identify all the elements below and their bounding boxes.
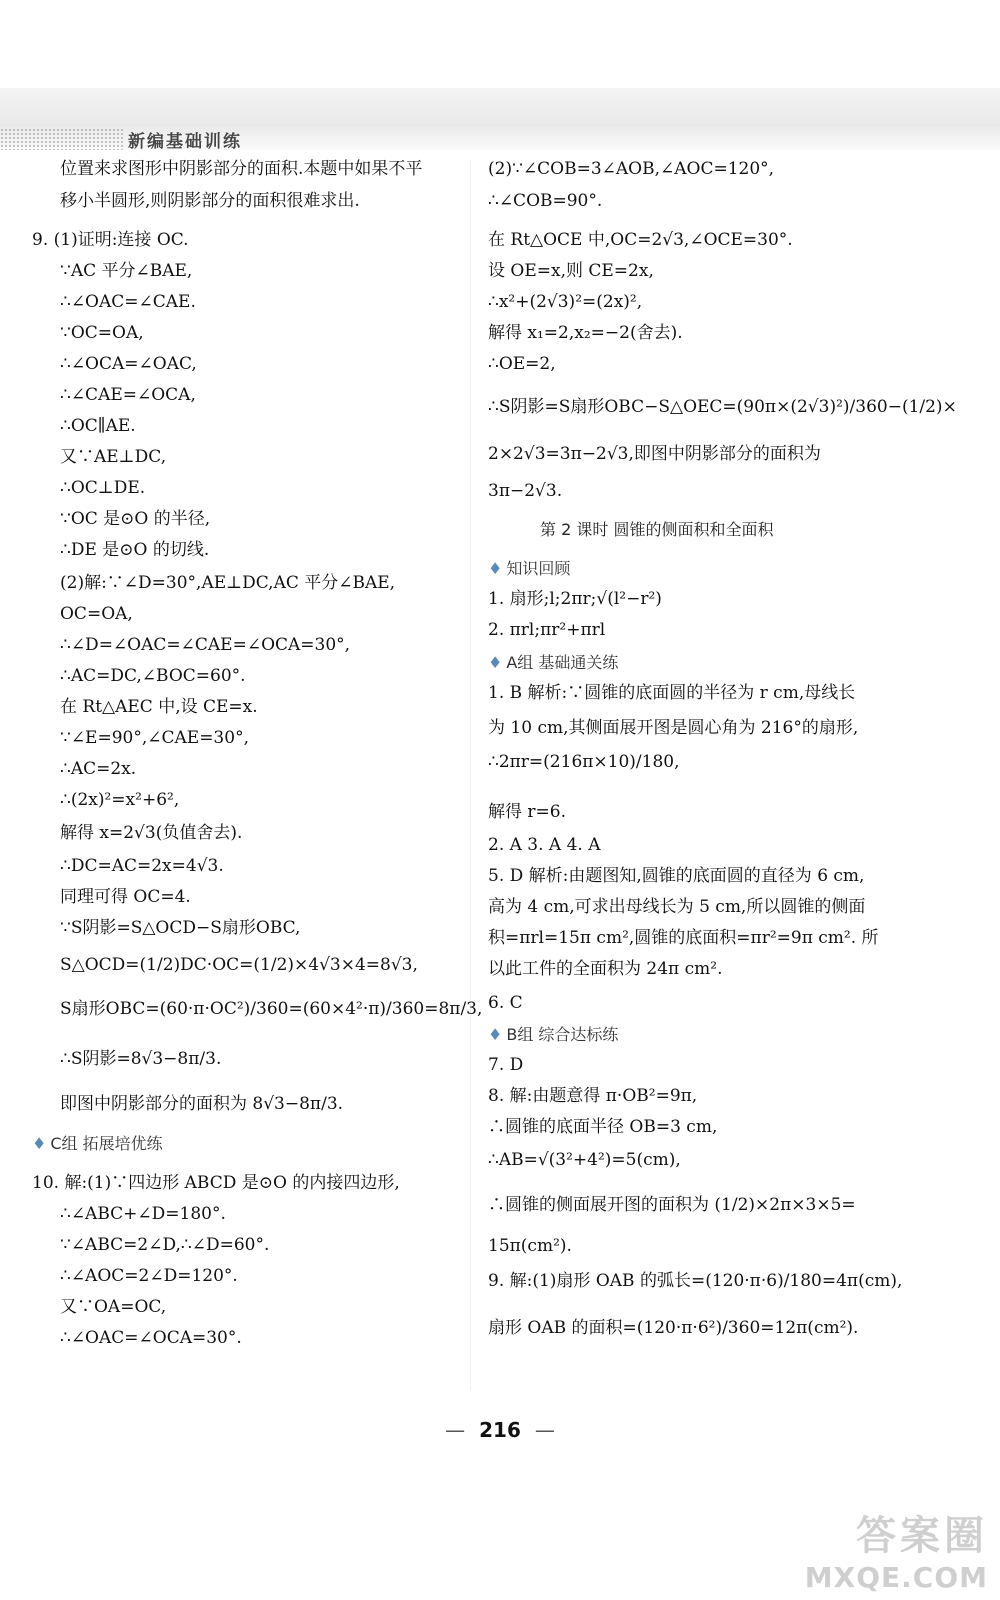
book-title: 新编基础训练 <box>128 132 242 152</box>
solution-line: 扇形 OAB 的面积=(120·π·6²)/360=12π(cm²). <box>488 1318 859 1338</box>
solution-line: ∴∠OCA=∠OAC, <box>60 354 197 374</box>
solution-line: 积=πrl=15π cm²,圆锥的底面积=πr²=9π cm². 所 <box>488 928 879 948</box>
answer-item: 10. 解:(1)∵四边形 ABCD 是⊙O 的内接四边形, <box>32 1173 400 1193</box>
solution-line: 即图中阴影部分的面积为 8√3−8π/3. <box>60 1094 344 1114</box>
solution-line: ∴∠OAC=∠OCA=30°. <box>60 1328 242 1348</box>
solution-line: ∴AB=√(3²+4²)=5(cm), <box>488 1150 681 1170</box>
solution-line: ∵OC 是⊙O 的半径, <box>60 509 211 529</box>
answer-item: 2. πrl;πr²+πrl <box>488 620 606 640</box>
solution-line: ∴S阴影=S扇形OBC−S△OEC=(90π×(2√3)²)/360−(1/2)× <box>488 397 957 417</box>
answer-item: 1. B 解析:∵圆锥的底面圆的半径为 r cm,母线长 <box>488 683 856 703</box>
solution-line: 15π(cm²). <box>488 1236 572 1256</box>
solution-line: 3π−2√3. <box>488 481 563 501</box>
solution-line: ∴∠COB=90°. <box>488 191 603 211</box>
diamond-icon: ♦ <box>488 1025 503 1044</box>
solution-line: (2)解:∵∠D=30°,AE⊥DC,AC 平分∠BAE, <box>60 573 396 593</box>
answer-item: 5. D 解析:由题图知,圆锥的底面圆的直径为 6 cm, <box>488 866 865 886</box>
column-divider <box>470 160 471 1390</box>
page-number-value: 216 <box>479 1418 521 1442</box>
header-dot-pattern <box>0 128 125 150</box>
solution-line: ∴x²+(2√3)²=(2x)², <box>488 292 643 312</box>
answer-item: 2. A 3. A 4. A <box>488 835 601 855</box>
answer-item: 7. D <box>488 1055 524 1075</box>
solution-line: ∴2πr=(216π×10)/180, <box>488 752 680 772</box>
solution-line: 解得 r=6. <box>488 802 566 822</box>
diamond-icon: ♦ <box>488 559 503 578</box>
solution-line: ∴∠ABC+∠D=180°. <box>60 1204 226 1224</box>
solution-line: OC=OA, <box>60 604 133 624</box>
solution-line: ∴∠AOC=2∠D=120°. <box>60 1266 238 1286</box>
solution-line: ∵S阴影=S△OCD−S扇形OBC, <box>60 918 301 938</box>
solution-line: ∴∠D=∠OAC=∠CAE=∠OCA=30°, <box>60 635 351 655</box>
answer-item: 9. (1)证明:连接 OC. <box>32 230 189 250</box>
group-heading <box>488 558 570 580</box>
solution-line: 高为 4 cm,可求出母线长为 5 cm,所以圆锥的侧面 <box>488 897 866 917</box>
group-heading <box>488 652 618 674</box>
answer-item: 6. C <box>488 993 523 1013</box>
solution-line: ∵OC=OA, <box>60 323 144 343</box>
solution-line: 在 Rt△OCE 中,OC=2√3,∠OCE=30°. <box>488 230 793 250</box>
solution-line: 同理可得 OC=4. <box>60 887 191 907</box>
solution-line: ∴∠CAE=∠OCA, <box>60 385 196 405</box>
solution-line: 位置来求图形中阴影部分的面积.本题中如果不平 <box>60 159 423 179</box>
answer-item: 8. 解:由题意得 π·OB²=9π, <box>488 1086 698 1106</box>
solution-line: S△OCD=(1/2)DC·OC=(1/2)×4√3×4=8√3, <box>60 955 418 975</box>
solution-line: S扇形OBC=(60·π·OC²)/360=(60×4²·π)/360=8π/3, <box>60 999 483 1019</box>
solution-line: 解得 x=2√3(负值舍去). <box>60 823 243 843</box>
solution-line: 又∵AE⊥DC, <box>60 447 167 467</box>
solution-line: ∴OE=2, <box>488 354 556 374</box>
solution-line: ∴DC=AC=2x=4√3. <box>60 856 224 876</box>
watermark-logo <box>805 1504 988 1594</box>
solution-line: 在 Rt△AEC 中,设 CE=x. <box>60 697 258 717</box>
solution-line: 移小半圆形,则阴影部分的面积很难求出. <box>60 191 360 211</box>
answer-item: 1. 扇形;l;2πr;√(l²−r²) <box>488 589 662 609</box>
watermark-url: MXQE.COM <box>804 1561 988 1594</box>
group-heading-label: 知识回顾 <box>506 559 571 578</box>
solution-line: 设 OE=x,则 CE=2x, <box>488 261 654 281</box>
group-heading <box>488 1024 618 1046</box>
solution-line: ∴AC=2x. <box>60 759 137 779</box>
solution-line: ∵AC 平分∠BAE, <box>60 261 193 281</box>
group-heading-label: C组 拓展培优练 <box>50 1134 163 1153</box>
watermark-text: 答案圈 <box>856 1513 988 1559</box>
solution-line: ∴OC⊥DE. <box>60 478 146 498</box>
solution-line: ∴OC∥AE. <box>60 416 136 436</box>
solution-line: ∴圆锥的侧面展开图的面积为 (1/2)×2π×3×5= <box>488 1195 856 1215</box>
solution-line: ∴DE 是⊙O 的切线. <box>60 540 210 560</box>
solution-line: ∵∠ABC=2∠D,∴∠D=60°. <box>60 1235 270 1255</box>
solution-line: ∴∠OAC=∠CAE. <box>60 292 196 312</box>
group-heading-label: A组 基础通关练 <box>506 653 619 672</box>
lesson-title: 第 2 课时 圆锥的侧面积和全面积 <box>540 520 774 539</box>
solution-line: 2×2√3=3π−2√3,即图中阴影部分的面积为 <box>488 444 821 464</box>
diamond-icon: ♦ <box>488 653 503 672</box>
solution-line: 解得 x₁=2,x₂=−2(舍去). <box>488 323 683 343</box>
solution-line: ∴S阴影=8√3−8π/3. <box>60 1049 222 1069</box>
group-heading-label: B组 综合达标练 <box>506 1025 619 1044</box>
solution-line: ∴AC=DC,∠BOC=60°. <box>60 666 246 686</box>
solution-line: 以此工件的全面积为 24π cm². <box>488 959 723 979</box>
solution-line: ∵∠E=90°,∠CAE=30°, <box>60 728 249 748</box>
solution-line: ∴(2x)²=x²+6², <box>60 790 180 810</box>
solution-line: (2)∵∠COB=3∠AOB,∠AOC=120°, <box>488 159 775 179</box>
diamond-icon: ♦ <box>32 1134 47 1153</box>
answer-item: 9. 解:(1)扇形 OAB 的弧长=(120·π·6)/180=4π(cm), <box>488 1271 903 1291</box>
solution-line: ∴圆锥的底面半径 OB=3 cm, <box>488 1117 718 1137</box>
solution-line: 又∵OA=OC, <box>60 1297 167 1317</box>
solution-line: 为 10 cm,其侧面展开图是圆心角为 216°的扇形, <box>488 718 859 738</box>
page-number: — 216 — <box>445 1418 555 1442</box>
group-heading <box>32 1133 163 1155</box>
